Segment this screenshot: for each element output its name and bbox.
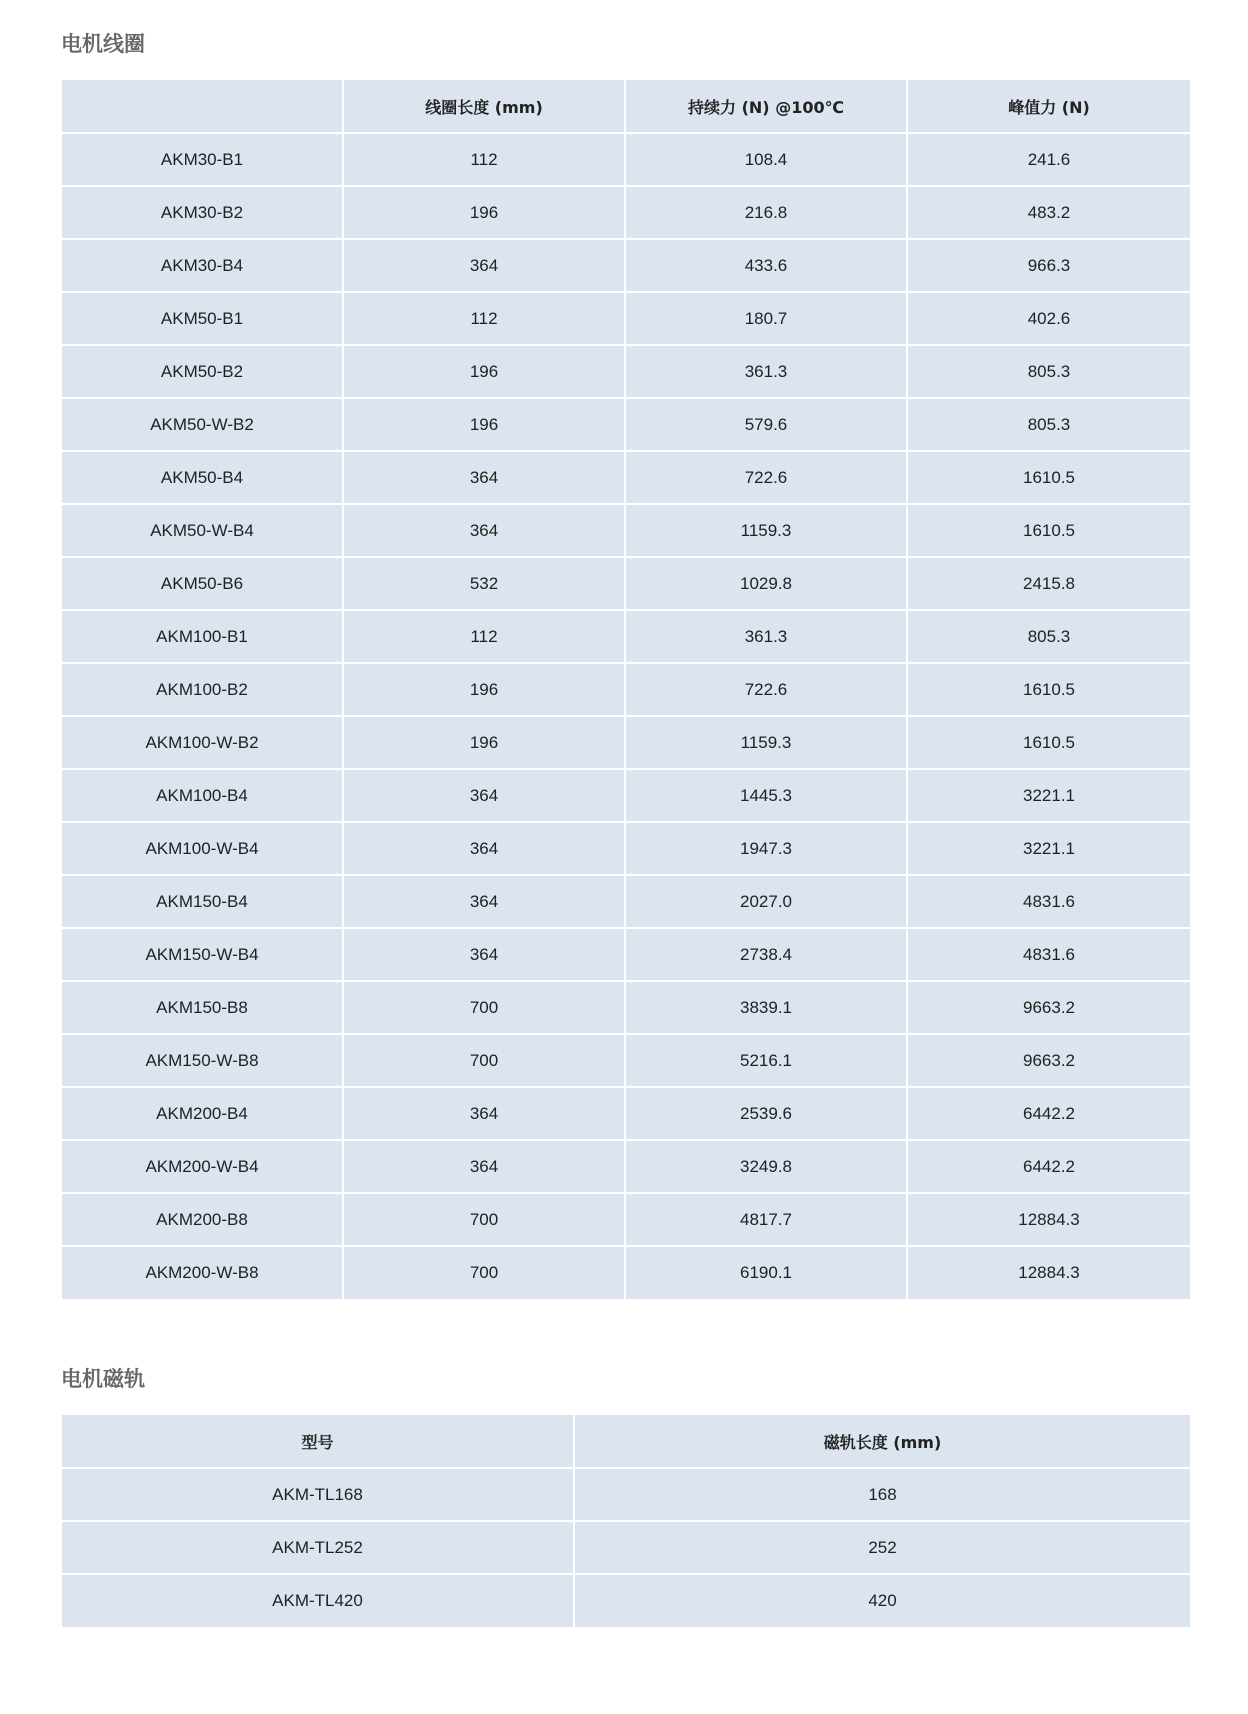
value-cell: 805.3 [907, 345, 1190, 398]
table-row [62, 292, 1190, 345]
value-cell: 6442.2 [907, 1140, 1190, 1193]
value-cell: 361.3 [625, 610, 907, 663]
value-cell: 1445.3 [625, 769, 907, 822]
value-cell: 1159.3 [625, 504, 907, 557]
table-row [62, 716, 1190, 769]
value-cell: 2738.4 [625, 928, 907, 981]
table-row [62, 981, 1190, 1034]
model-cell: AKM50-W-B4 [62, 504, 343, 557]
value-cell: 364 [343, 928, 625, 981]
value-cell: 196 [343, 716, 625, 769]
value-cell: 579.6 [625, 398, 907, 451]
table-row [62, 822, 1190, 875]
value-cell: 364 [343, 1140, 625, 1193]
value-cell: 364 [343, 1087, 625, 1140]
value-cell: 4817.7 [625, 1193, 907, 1246]
table-row [62, 398, 1190, 451]
model-cell: AKM-TL168 [62, 1468, 574, 1521]
table-row [62, 451, 1190, 504]
table-row [62, 1246, 1190, 1299]
model-cell: AKM-TL252 [62, 1521, 574, 1574]
magnet-rails-table-header [62, 1415, 1190, 1468]
header-row [62, 1415, 1190, 1468]
column-header: 磁轨长度 (mm) [574, 1415, 1190, 1468]
table-row [62, 504, 1190, 557]
value-cell: 9663.2 [907, 1034, 1190, 1087]
model-cell: AKM200-W-B8 [62, 1246, 343, 1299]
table-row [62, 186, 1190, 239]
model-cell: AKM100-B1 [62, 610, 343, 663]
table-row [62, 663, 1190, 716]
column-header: 持续力 (N) @100℃ [625, 80, 907, 133]
value-cell: 112 [343, 133, 625, 186]
table-row [62, 875, 1190, 928]
value-cell: 196 [343, 398, 625, 451]
value-cell: 112 [343, 610, 625, 663]
value-cell: 2539.6 [625, 1087, 907, 1140]
value-cell: 196 [343, 663, 625, 716]
motor-coils-table-header [62, 80, 1190, 133]
model-cell: AKM150-W-B4 [62, 928, 343, 981]
model-cell: AKM30-B4 [62, 239, 343, 292]
motor-coils-table-body [62, 133, 1190, 1299]
value-cell: 4831.6 [907, 875, 1190, 928]
model-cell: AKM50-B2 [62, 345, 343, 398]
model-cell: AKM100-B4 [62, 769, 343, 822]
value-cell: 2415.8 [907, 557, 1190, 610]
value-cell: 4831.6 [907, 928, 1190, 981]
value-cell: 3839.1 [625, 981, 907, 1034]
value-cell: 196 [343, 186, 625, 239]
model-cell: AKM50-W-B2 [62, 398, 343, 451]
value-cell: 9663.2 [907, 981, 1190, 1034]
table-row [62, 1140, 1190, 1193]
section-title-magnet-rails: 电机磁轨 [61, 1367, 145, 1391]
model-cell: AKM100-W-B4 [62, 822, 343, 875]
model-cell: AKM200-W-B4 [62, 1140, 343, 1193]
value-cell: 5216.1 [625, 1034, 907, 1087]
value-cell: 216.8 [625, 186, 907, 239]
value-cell: 532 [343, 557, 625, 610]
value-cell: 1610.5 [907, 663, 1190, 716]
table-row [62, 1468, 1190, 1521]
value-cell: 12884.3 [907, 1193, 1190, 1246]
column-header: 线圈长度 (mm) [343, 80, 625, 133]
table-row [62, 133, 1190, 186]
value-cell: 966.3 [907, 239, 1190, 292]
table-row [62, 928, 1190, 981]
table-row [62, 769, 1190, 822]
magnet-rails-table [62, 1415, 1190, 1627]
model-cell: AKM100-B2 [62, 663, 343, 716]
model-cell: AKM200-B8 [62, 1193, 343, 1246]
table-row [62, 1574, 1190, 1627]
value-cell: 483.2 [907, 186, 1190, 239]
value-cell: 361.3 [625, 345, 907, 398]
value-cell: 433.6 [625, 239, 907, 292]
value-cell: 112 [343, 292, 625, 345]
value-cell: 12884.3 [1018, 1263, 1080, 1282]
model-cell: AKM50-B4 [62, 451, 343, 504]
model-cell: AKM150-B8 [62, 981, 343, 1034]
model-cell: AKM50-B1 [62, 292, 343, 345]
model-cell: AKM-TL420 [62, 1574, 574, 1627]
value-cell: 420 [868, 1591, 897, 1610]
table-row [62, 1034, 1190, 1087]
value-cell: 1610.5 [907, 504, 1190, 557]
value-cell: 700 [343, 1246, 625, 1299]
value-cell: 364 [343, 451, 625, 504]
value-cell: 2027.0 [625, 875, 907, 928]
value-cell: 700 [343, 1193, 625, 1246]
value-cell: 3249.8 [625, 1140, 907, 1193]
value-cell: 1610.5 [907, 716, 1190, 769]
model-cell: AKM100-W-B2 [62, 716, 343, 769]
value-cell: 168 [574, 1468, 1190, 1521]
value-cell: 700 [343, 1034, 625, 1087]
table-row [62, 1087, 1190, 1140]
value-cell: 1610.5 [907, 451, 1190, 504]
model-cell: AKM200-B4 [62, 1087, 343, 1140]
table-row [62, 345, 1190, 398]
value-cell: 364 [343, 239, 625, 292]
column-header [62, 80, 343, 133]
table-row [62, 1521, 1190, 1574]
value-cell: 3221.1 [907, 822, 1190, 875]
model-cell: AKM30-B2 [62, 186, 343, 239]
magnet-rails-table-body [62, 1468, 1190, 1627]
value-cell: 1947.3 [625, 822, 907, 875]
value-cell: 805.3 [907, 398, 1190, 451]
value-cell: 196 [343, 345, 625, 398]
value-cell: 402.6 [907, 292, 1190, 345]
value-cell: 722.6 [625, 663, 907, 716]
value-cell: 700 [343, 981, 625, 1034]
value-cell: 241.6 [907, 133, 1190, 186]
value-cell: 364 [343, 822, 625, 875]
value-cell: 364 [343, 875, 625, 928]
header-row [62, 80, 1190, 133]
model-cell: AKM150-B4 [62, 875, 343, 928]
value-cell: 805.3 [907, 610, 1190, 663]
value-cell: 1159.3 [625, 716, 907, 769]
value-cell: 108.4 [625, 133, 907, 186]
model-cell: AKM30-B1 [62, 133, 343, 186]
value-cell: 252 [574, 1521, 1190, 1574]
value-cell: 722.6 [625, 451, 907, 504]
value-cell: 6442.2 [907, 1087, 1190, 1140]
model-cell: AKM50-B6 [62, 557, 343, 610]
table-row [62, 239, 1190, 292]
column-header: 型号 [62, 1415, 574, 1468]
column-header: 峰值力 (N) [907, 80, 1190, 133]
model-cell: AKM150-W-B8 [62, 1034, 343, 1087]
motor-coils-table [62, 80, 1190, 1299]
value-cell: 1029.8 [625, 557, 907, 610]
value-cell: 3221.1 [907, 769, 1190, 822]
value-cell: 180.7 [625, 292, 907, 345]
table-row [62, 557, 1190, 610]
section-title-motor-coils: 电机线圈 [61, 32, 145, 56]
value-cell: 6190.1 [625, 1246, 907, 1299]
value-cell: 364 [343, 769, 625, 822]
table-row [62, 1193, 1190, 1246]
table-row [62, 610, 1190, 663]
value-cell: 364 [343, 504, 625, 557]
